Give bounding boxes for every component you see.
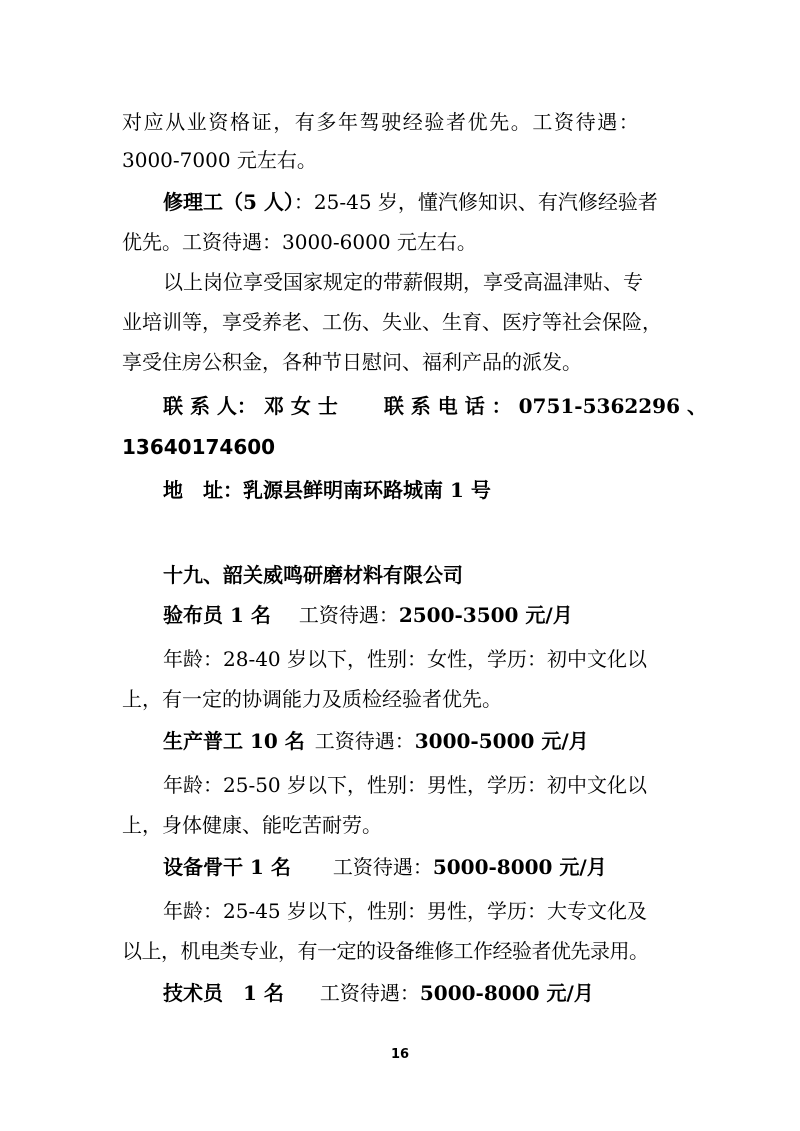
contact-person: 联 系 人： 邓 女 士 bbox=[163, 394, 338, 418]
text-line: 优先。工资待遇：3000-6000 元左右。 bbox=[122, 230, 477, 254]
job-requirements: 年龄：28-40 岁以下，性别：女性，学历：初中文化以 bbox=[163, 647, 648, 671]
job-name: 生产普工 10 名 bbox=[163, 729, 305, 753]
salary-value: 3000-5000 元/月 bbox=[414, 729, 589, 753]
job-requirements: 上，有一定的协调能力及质检经验者优先。 bbox=[122, 687, 502, 711]
job-heading bbox=[163, 601, 573, 629]
job-heading bbox=[163, 727, 589, 755]
salary-label: 工资待遇： bbox=[298, 603, 399, 627]
salary-label: 工资待遇： bbox=[319, 981, 420, 1005]
job-name: 验布员 1 名 bbox=[163, 603, 271, 627]
job-requirements: 年龄：25-50 岁以下，性别：男性，学历：初中文化以 bbox=[163, 773, 648, 797]
job-description: ：25-45 岁，懂汽修知识、有汽修经验者 bbox=[293, 190, 658, 214]
text-line: 享受住房公积金，各种节日慰问、福利产品的派发。 bbox=[122, 350, 582, 374]
text-line: 3000-7000 元左右。 bbox=[122, 148, 317, 172]
salary-label: 工资待遇： bbox=[332, 855, 433, 879]
address: 地 址：乳源县鲜明南环路城南 1 号 bbox=[163, 478, 491, 502]
salary-value: 5000-8000 元/月 bbox=[419, 981, 594, 1005]
contact-phone: 联 系 电 话 ： 0751-5362296 、 bbox=[383, 394, 707, 418]
job-requirements: 以上，机电类专业，有一定的设备维修工作经验者优先录用。 bbox=[122, 939, 649, 963]
contact-line bbox=[163, 392, 707, 420]
job-heading bbox=[163, 853, 607, 881]
page-number: 16 bbox=[390, 1047, 410, 1062]
job-title: 修理工（5 人） bbox=[163, 190, 294, 214]
salary-label: 工资待遇： bbox=[314, 729, 415, 753]
job-heading bbox=[163, 979, 594, 1007]
text-line: 对应从业资格证，有多年驾驶经验者优先。工资待遇： bbox=[122, 110, 641, 134]
job-name: 技术员 1 名 bbox=[163, 981, 284, 1005]
salary-value: 2500-3500 元/月 bbox=[398, 603, 573, 627]
text-line: 以上岗位享受国家规定的带薪假期，享受高温津贴、专 bbox=[163, 270, 643, 294]
job-name: 设备骨干 1 名 bbox=[163, 855, 291, 879]
job-paragraph bbox=[163, 188, 658, 216]
contact-phone-2: 13640174600 bbox=[122, 435, 276, 459]
salary-value: 5000-8000 元/月 bbox=[432, 855, 607, 879]
text-line: 业培训等，享受养老、工伤、失业、生育、医疗等社会保险， bbox=[122, 310, 662, 334]
job-requirements: 上，身体健康、能吃苦耐劳。 bbox=[122, 813, 382, 837]
company-title: 十九、韶关威鸣研磨材料有限公司 bbox=[163, 563, 463, 587]
job-requirements: 年龄：25-45 岁以下，性别：男性，学历：大专文化及 bbox=[163, 899, 648, 923]
